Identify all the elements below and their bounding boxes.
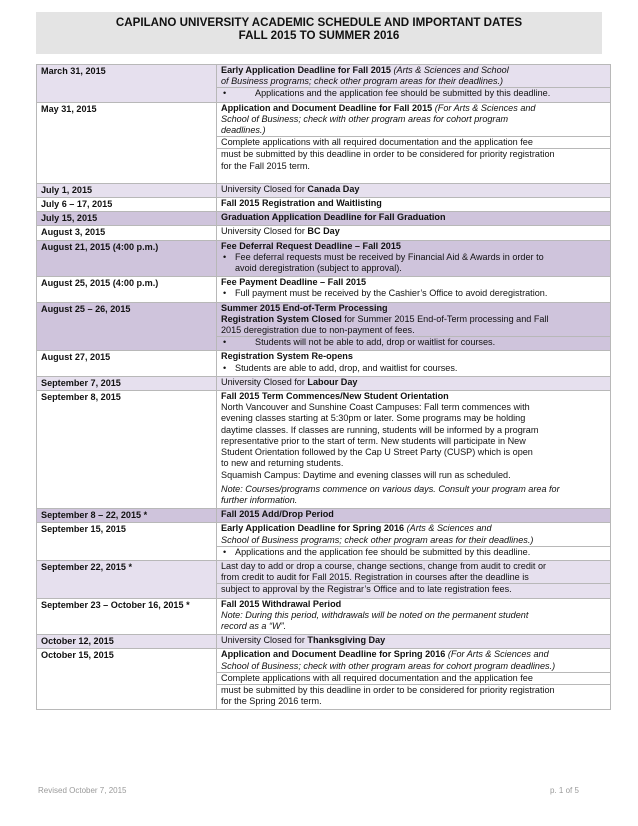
bullet-item: • Applications and the application fee should be submitted by this deadline. bbox=[221, 547, 606, 558]
row-date: August 25 – 26, 2015 bbox=[37, 302, 217, 351]
row-details: Graduation Application Deadline for Fall Graduation bbox=[217, 212, 611, 226]
header-title: CAPILANO UNIVERSITY ACADEMIC SCHEDULE AND IMPORTANT DATES bbox=[115, 16, 523, 29]
table-row bbox=[37, 635, 611, 649]
row-date: August 21, 2015 (4:00 p.m.) bbox=[37, 240, 217, 277]
row-details: Last day to add or drop a course, change sections, change from audit to credit or from credit to audit for Fall 2015. Registration in courses after the deadline is subject to approval by the Registrar’s Office and to late registration fees. bbox=[217, 560, 611, 598]
footer-page-number: p. 1 of 5 bbox=[550, 786, 579, 795]
row-details: University Closed for Labour Day bbox=[217, 376, 611, 390]
row-details: Fall 2015 Withdrawal Period Note: During this period, withdrawals will be noted on the permanent student record as a “W”. bbox=[217, 598, 611, 635]
row-date: October 15, 2015 bbox=[37, 649, 217, 710]
row-details: Registration System Re-opens • Students are able to add, drop, and waitlist for courses. bbox=[217, 351, 611, 376]
table-row bbox=[37, 523, 611, 561]
row-details: University Closed for Thanksgiving Day bbox=[217, 635, 611, 649]
row-date: October 12, 2015 bbox=[37, 635, 217, 649]
row-date: August 27, 2015 bbox=[37, 351, 217, 376]
row-details: Summer 2015 End-of-Term Processing Registration System Closed for Summer 2015 End-of-Term processing and Fall 2015 deregistration due to non-payment of fees. • Students will not be able to add, drop or waitlist for courses. bbox=[217, 302, 611, 351]
row-date: September 8 – 22, 2015 * bbox=[37, 509, 217, 523]
table-row bbox=[37, 598, 611, 635]
row-date: July 1, 2015 bbox=[37, 183, 217, 197]
table-row bbox=[37, 102, 611, 183]
table-row bbox=[37, 198, 611, 212]
row-date: September 23 – October 16, 2015 * bbox=[37, 598, 217, 635]
row-details: Application and Document Deadline for Spring 2016 (For Arts & Sciences and School of Business; check with other program areas for cohort program deadlines.) Complete applications with all required documentation and the application fee must be submitted by this deadline in order to be considered for priority registration for the Spring 2016 term. bbox=[217, 649, 611, 710]
row-details: Fee Deferral Request Deadline – Fall 2015 • Fee deferral requests must be received by Financial Aid & Awards in order to avoid deregistration (subject to approval). bbox=[217, 240, 611, 277]
row-details: University Closed for Canada Day bbox=[217, 183, 611, 197]
row-date: March 31, 2015 bbox=[37, 65, 217, 103]
table-row bbox=[37, 277, 611, 302]
row-date: September 15, 2015 bbox=[37, 523, 217, 561]
row-details: Fall 2015 Add/Drop Period bbox=[217, 509, 611, 523]
row-details: Fall 2015 Registration and Waitlisting bbox=[217, 198, 611, 212]
schedule-table bbox=[36, 64, 611, 710]
row-details: Fee Payment Deadline – Fall 2015 • Full payment must be received by the Cashier’s Office to avoid deregistration. bbox=[217, 277, 611, 302]
row-date: May 31, 2015 bbox=[37, 102, 217, 183]
table-row bbox=[37, 376, 611, 390]
row-date: September 7, 2015 bbox=[37, 376, 217, 390]
table-row bbox=[37, 509, 611, 523]
row-details: University Closed for BC Day bbox=[217, 226, 611, 240]
table-row bbox=[37, 391, 611, 509]
table-row bbox=[37, 183, 611, 197]
table-row bbox=[37, 649, 611, 710]
table-row bbox=[37, 560, 611, 598]
row-details: Fall 2015 Term Commences/New Student Orientation North Vancouver and Sunshine Coast Campuses: Fall term commences with evening classes starting at 5:30pm or later. Some programs may be holding daytime classes. If classes are running, students will be informed by a program representative prior to the start of term. New students will participate in New Student Orientation followed by the Cap U Street Party (CUSP) which is open to new and returning students. Squamish Campus: Daytime and evening classes will run as scheduled. Note: Courses/programs commence on various days. Consult your program area for further information. bbox=[217, 391, 611, 509]
bullet-item: • Applications and the application fee should be submitted by this deadline. bbox=[221, 88, 606, 99]
row-date: July 15, 2015 bbox=[37, 212, 217, 226]
table-row bbox=[37, 65, 611, 103]
document-header bbox=[36, 12, 602, 54]
bullet-item: • Students will not be able to add, drop or waitlist for courses. bbox=[221, 337, 606, 348]
row-details: Early Application Deadline for Spring 2016 (Arts & Sciences and School of Business programs; check other program areas for their deadlines.) • Applications and the application fee should be submitted by this deadline. bbox=[217, 523, 611, 561]
row-date: July 6 – 17, 2015 bbox=[37, 198, 217, 212]
table-row bbox=[37, 226, 611, 240]
row-details: Application and Document Deadline for Fall 2015 (For Arts & Sciences and School of Business; check with other program areas for cohort program deadlines.) Complete applications with all required documentation and the application fee must be submitted by this deadline in order to be considered for priority registration for the Fall 2015 term. bbox=[217, 102, 611, 183]
bullet-item: • Fee deferral requests must be received by Financial Aid & Awards in order to avoid deregistration (subject to approval). bbox=[221, 252, 606, 274]
row-details: Early Application Deadline for Fall 2015 (Arts & Sciences and School of Business programs; check other program areas for their deadlines.) • Applications and the application fee should be submitted by this deadline. bbox=[217, 65, 611, 103]
row-date: September 8, 2015 bbox=[37, 391, 217, 509]
header-subtitle: FALL 2015 TO SUMMER 2016 bbox=[238, 29, 400, 42]
bullet-item: • Students are able to add, drop, and waitlist for courses. bbox=[221, 363, 606, 374]
table-row bbox=[37, 351, 611, 376]
footer-revised-date: Revised October 7, 2015 bbox=[38, 786, 127, 795]
table-row bbox=[37, 240, 611, 277]
table-row bbox=[37, 302, 611, 351]
row-date: August 3, 2015 bbox=[37, 226, 217, 240]
table-row bbox=[37, 212, 611, 226]
bullet-item: • Full payment must be received by the Cashier’s Office to avoid deregistration. bbox=[221, 288, 606, 299]
row-date: August 25, 2015 (4:00 p.m.) bbox=[37, 277, 217, 302]
row-date: September 22, 2015 * bbox=[37, 560, 217, 598]
